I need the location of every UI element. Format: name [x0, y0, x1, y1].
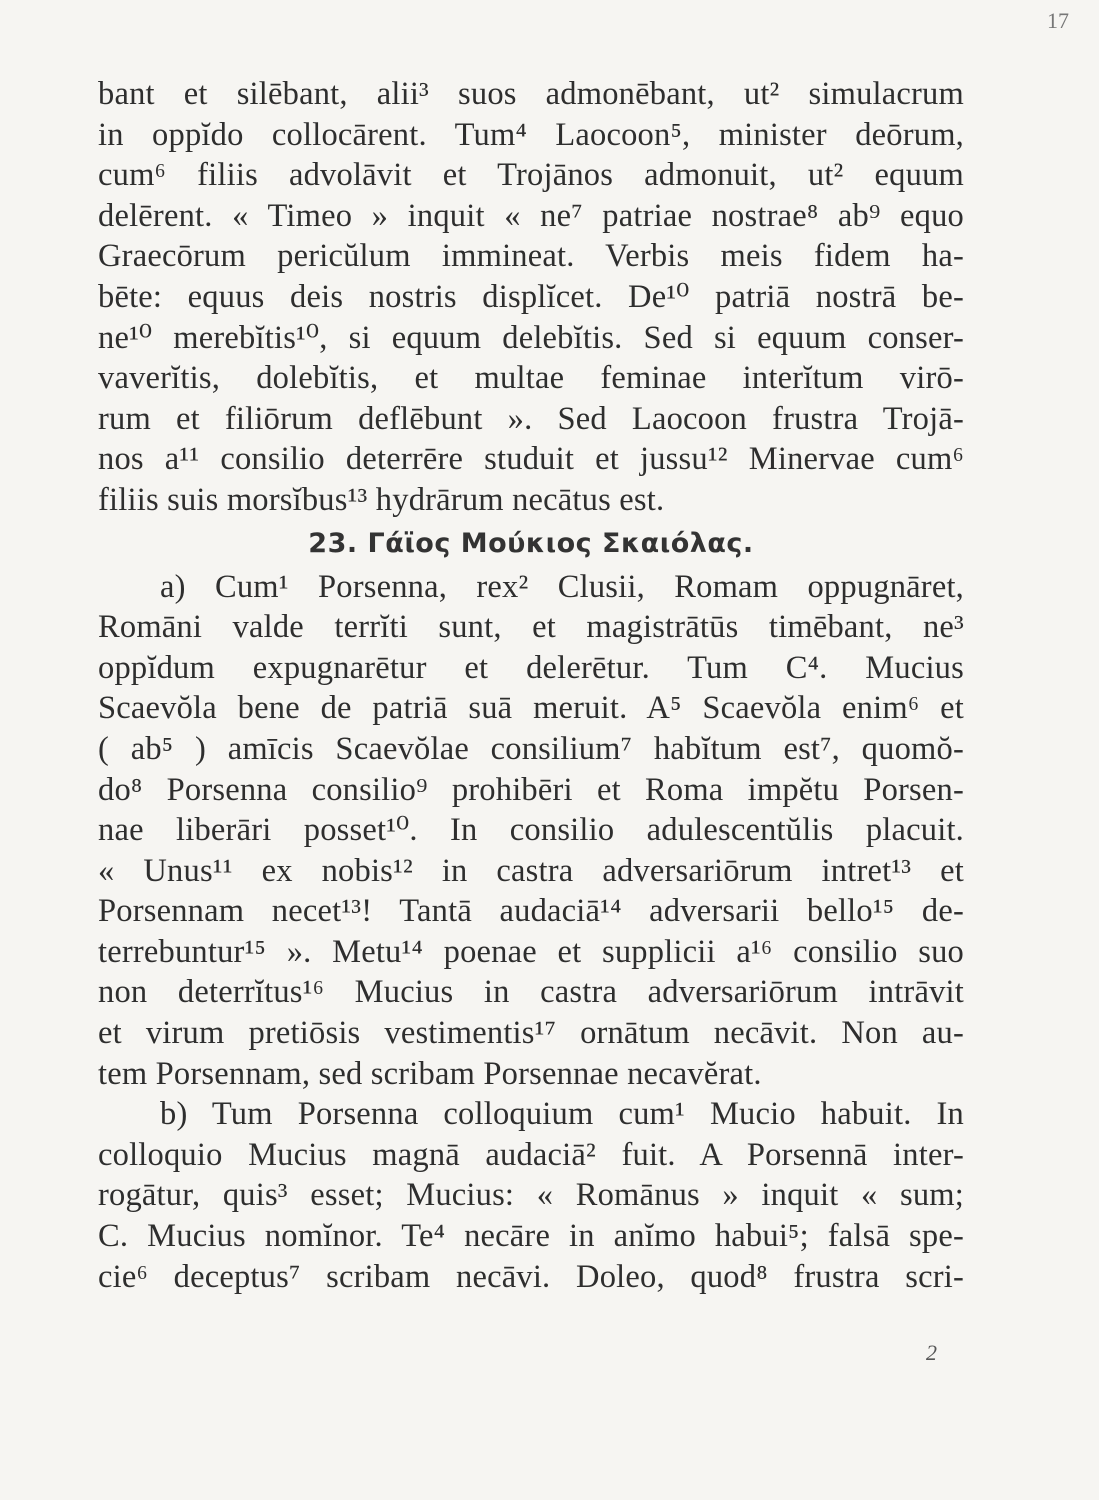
text-line: Scaevŏla bene de patriā suā meruit. A⁵ Scaevŏla enim⁶ et [98, 690, 964, 727]
text-line: in oppĭdo collocārent. Tum⁴ Laocoon⁵, minister deōrum, [98, 116, 964, 153]
text-line: ne¹⁰ merebĭtis¹⁰, si equum delebĭtis. Sed si equum conser- [98, 319, 964, 356]
text-line: terrebuntur¹⁵ ». Metu¹⁴ poenae et supplicii a¹⁶ consilio suo [98, 933, 964, 970]
chapter-22-end [98, 74, 964, 521]
text-line: nae liberāri posset¹⁰. In consilio adulescentŭlis placuit. [98, 812, 964, 849]
text-line: delērent. « Timeo » inquit « ne⁷ patriae nostrae⁸ ab⁹ equo [98, 197, 964, 234]
text-line: do⁸ Porsenna consilio⁹ prohibēri et Roma impĕtu Porsen- [98, 771, 964, 808]
text-line: a) Cum¹ Porsenna, rex² Clusii, Romam oppugnāret, [160, 568, 964, 605]
text-line: b) Tum Porsenna colloquium cum¹ Mucio habuit. In [160, 1096, 964, 1133]
chapter-heading: 23. Γάϊος Μούκιος Σκαιόλας. [308, 527, 754, 559]
text-line: « Unus¹¹ ex nobis¹² in castra adversariōrum intret¹³ et [98, 852, 964, 889]
text-line: filiis suis morsĭbus¹³ hydrārum necātus est. [98, 481, 665, 518]
text-line: Graecōrum pericŭlum immineat. Verbis meis fidem ha- [98, 238, 964, 275]
text-line: C. Mucius nomĭnor. Te⁴ necāre in anĭmo habui⁵; falsā spe- [98, 1218, 964, 1255]
text-line: bēte: equus deis nostris displĭcet. De¹⁰ patriā nostrā be- [98, 278, 964, 315]
text-line: vaverĭtis, dolebĭtis, et multae feminae interĭtum virō- [98, 360, 964, 397]
signature-mark: 2 [926, 1340, 937, 1365]
text-line: rum et filiōrum deflēbunt ». Sed Laocoon frustra Trojā- [98, 400, 964, 437]
text-line: Porsennam necet¹³! Tantā audaciā¹⁴ adversarii bello¹⁵ de- [98, 893, 964, 930]
text-line: rogātur, quis³ esset; Mucius: « Romānus » inquit « sum; [98, 1177, 964, 1214]
chapter-23-body [98, 567, 964, 1298]
text-line: oppĭdum expugnarētur et delerētur. Tum C⁴. Mucius [98, 649, 964, 686]
text-line: nos a¹¹ consilio deterrēre studuit et jussu¹² Minervae cum⁶ [98, 441, 964, 478]
text-line: et virum pretiōsis vestimentis¹⁷ ornātum necāvit. Non au- [98, 1015, 964, 1052]
main-text [98, 74, 964, 1297]
text-line: ( ab⁵ ) amīcis Scaevŏlae consilium⁷ habĭtum est⁷, quomŏ- [98, 730, 964, 767]
text-line: tem Porsennam, sed scribam Porsennae necavĕrat. [98, 1055, 762, 1092]
text-line: colloquio Mucius magnā audaciā² fuit. A Porsennā inter- [98, 1136, 964, 1173]
text-line: Romāni valde terrĭti sunt, et magistrātūs timēbant, ne³ [98, 609, 964, 646]
text-line: cum⁶ filiis advolāvit et Trojānos admonuit, ut² equum [98, 157, 964, 194]
text-line: bant et silēbant, alii³ suos admonēbant, ut² simulacrum [98, 76, 964, 112]
text-line: non deterrĭtus¹⁶ Mucius in castra adversariōrum intrāvit [98, 974, 964, 1011]
text-line: cie⁶ deceptus⁷ scribam necāvi. Doleo, quod⁸ frustra scri- [98, 1258, 964, 1295]
page-number: 17 [1047, 8, 1069, 33]
